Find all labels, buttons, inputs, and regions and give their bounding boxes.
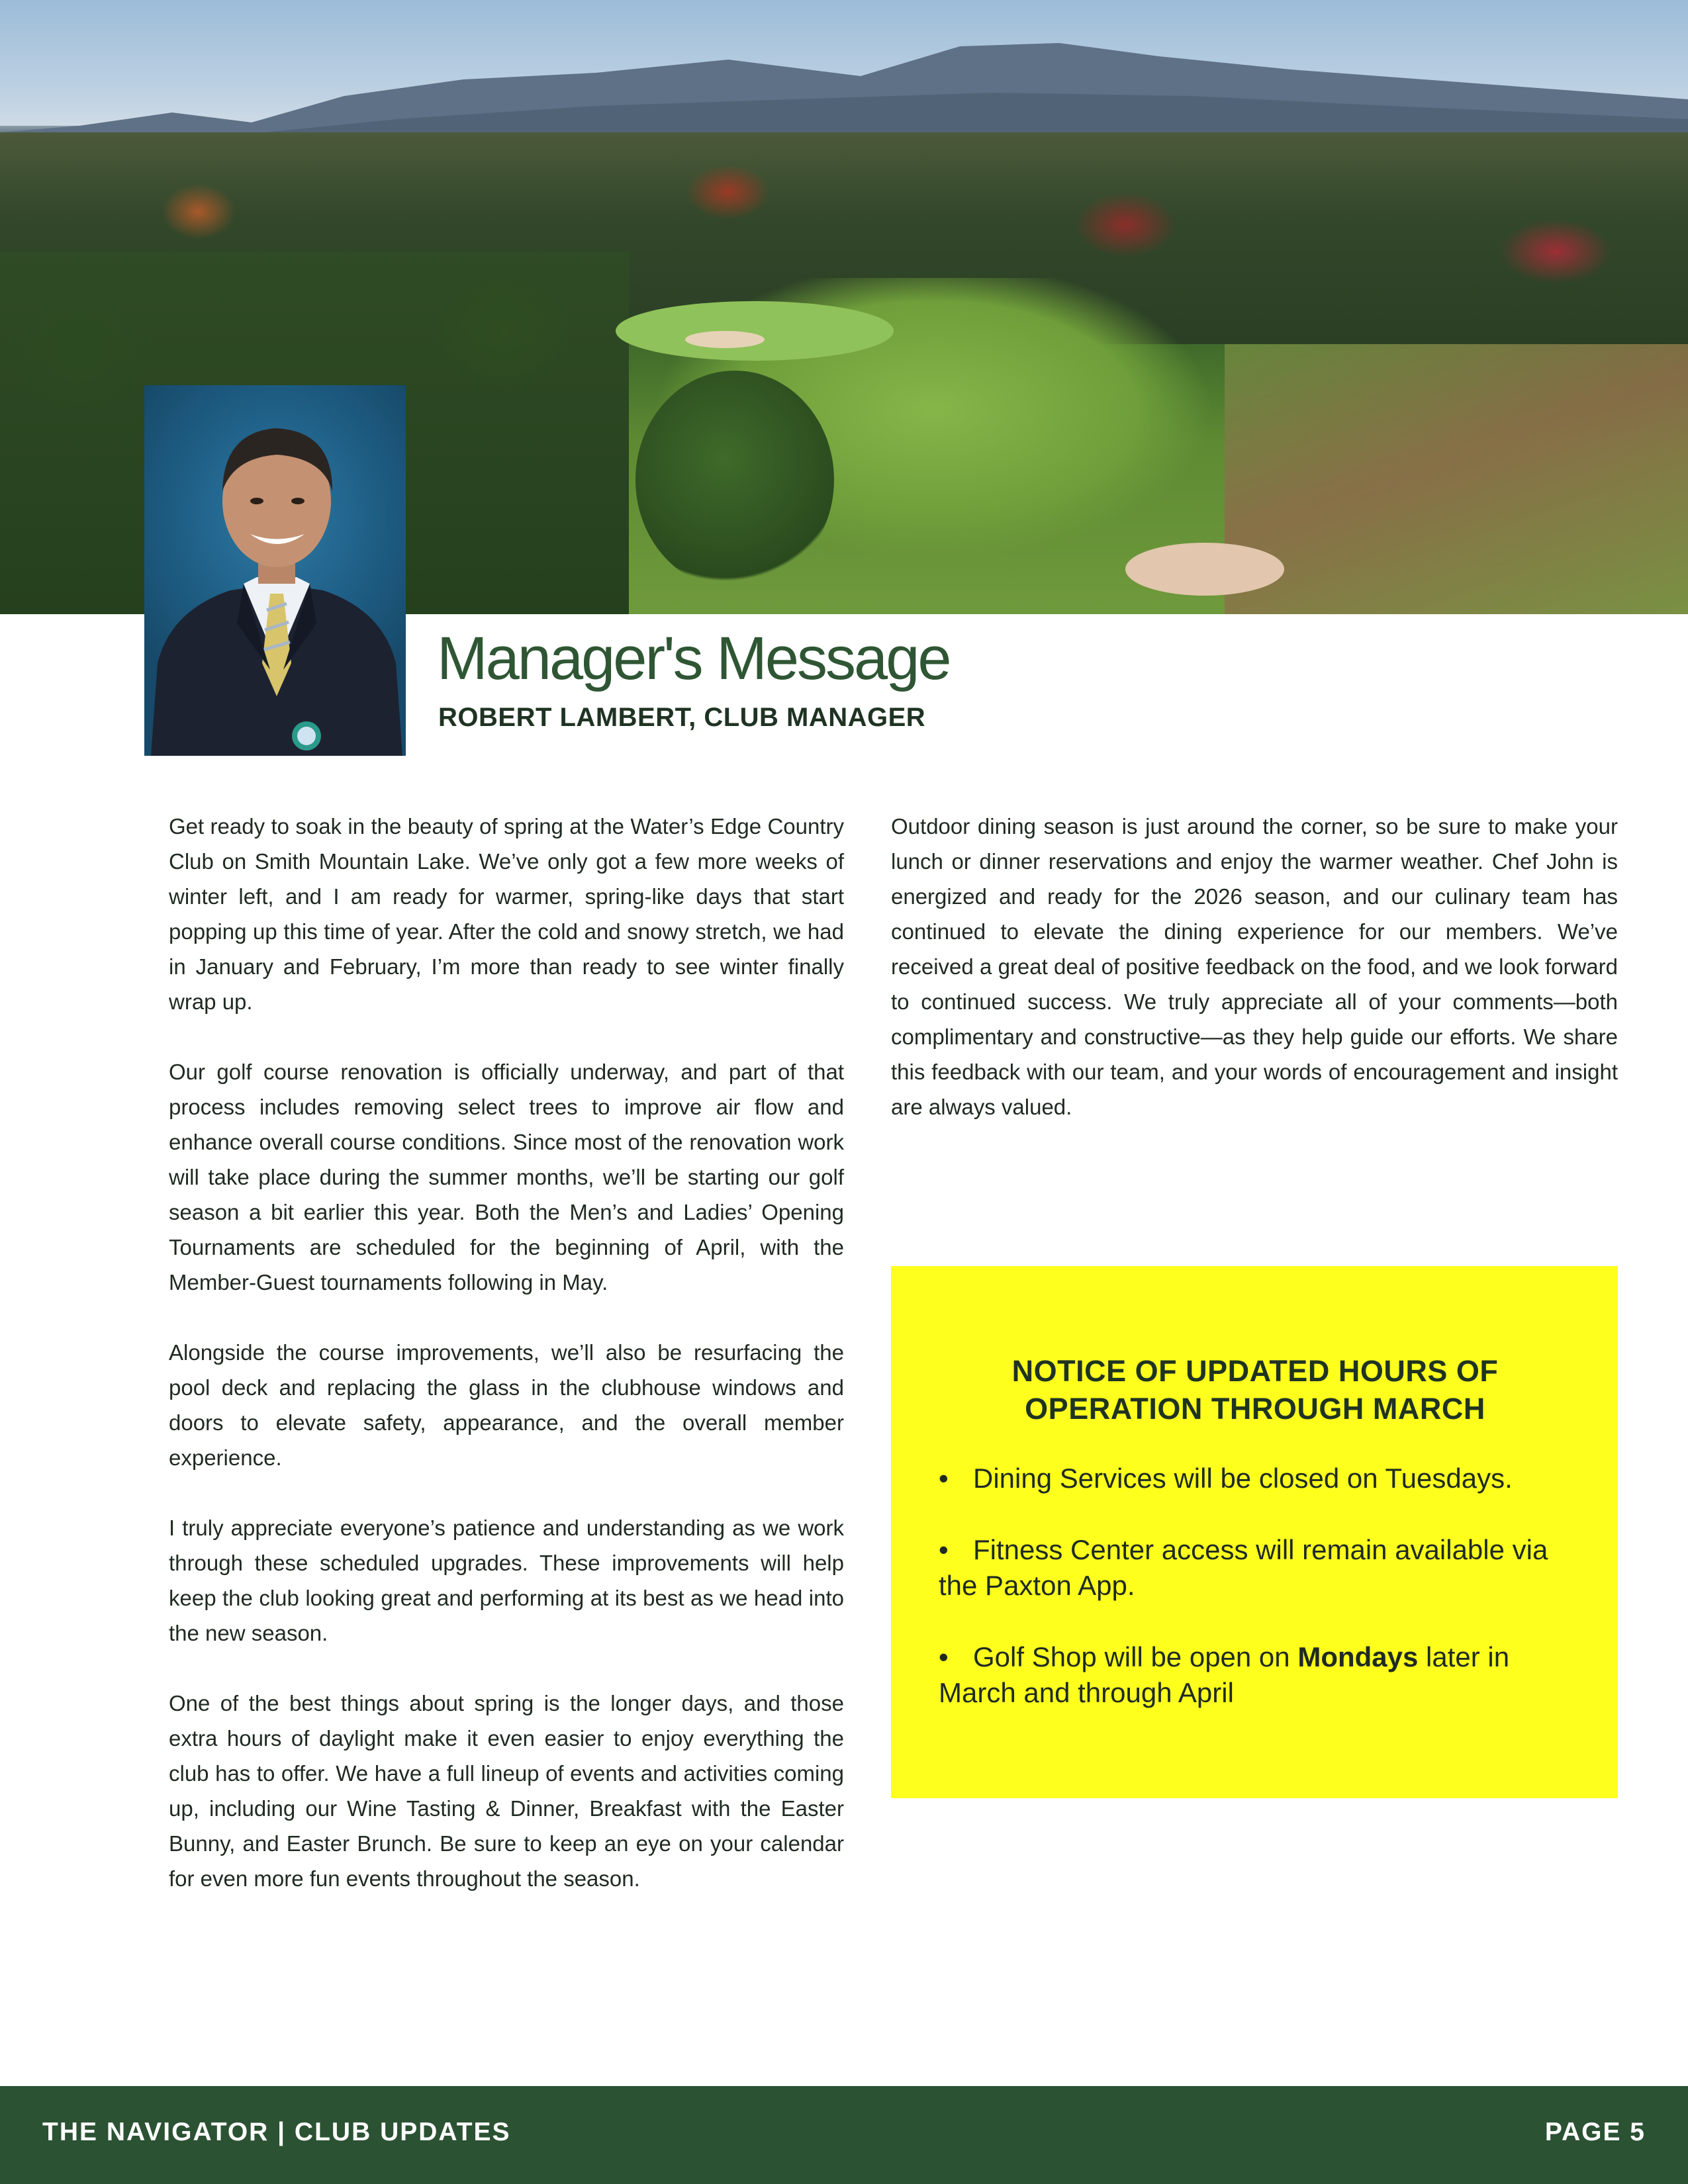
notice-item-text: Fitness Center access will remain available via the Paxton App. (939, 1534, 1548, 1601)
notice-title: NOTICE OF UPDATED HOURS OF OPERATION THROUGH MARCH (1011, 1354, 1499, 1426)
page-number: PAGE 5 (1544, 2118, 1646, 2146)
left-column (169, 809, 844, 1931)
bullet-icon: • (939, 1641, 949, 1672)
putting-green (616, 301, 894, 361)
byline: ROBERT LAMBERT, CLUB MANAGER (438, 703, 926, 732)
notice-item (939, 1461, 1571, 1496)
sand-bunker (1125, 543, 1284, 596)
notice-item-text: Golf Shop will be open on (973, 1641, 1298, 1672)
page-title: Manager's Message (437, 625, 950, 692)
bullet-icon: • (939, 1463, 949, 1494)
paragraph: Get ready to soak in the beauty of spring at the Water’s Edge Country Club on Smith Mountain Lake. We’ve only got a few more weeks of winter left, and I am ready for warmer, spring-like days that start popping up this time of year. After the cold and snowy stretch, we had in January and February, I’m more than ready to see winter finally wrap up. (169, 814, 844, 1014)
notice-item-bold: Mondays (1297, 1641, 1419, 1672)
center-tree (635, 371, 834, 589)
paragraph: I truly appreciate everyone’s patience and understanding as we work through these scheduled upgrades. These improvements will help keep the club looking great and performing at its best as we head into the new season. (169, 1516, 844, 1645)
right-column (891, 809, 1618, 1160)
paragraph: Our golf course renovation is officially underway, and part of that process includes removing select trees to improve air flow and enhance overall course conditions. Since most of the renovation work will take place during the summer months, we’ll be starting our golf season a bit earlier this year. Both the Men’s and Ladies’ Opening Tournaments are scheduled for the beginning of April, with the Member-Guest tournaments following in May. (169, 1060, 844, 1295)
notice-item-text: Dining Services will be closed on Tuesdays. (973, 1463, 1513, 1494)
paragraph: Alongside the course improvements, we’ll also be resurfacing the pool deck and replacing the glass in the clubhouse windows and doors to elevate safety, appearance, and the overall member experience. (169, 1340, 844, 1470)
notice-item (939, 1532, 1571, 1604)
paragraph: Outdoor dining season is just around the corner, so be sure to make your lunch or dinner reservations and enjoy the warmer weather. Chef John is energized and ready for the 2026 season, and our culinary team has continued to elevate the dining experience for our members. We’ve received a great deal of positive feedback on the food, and we look forward to continued success. We truly appreciate all of your comments—both complimentary and constructive—as they help guide our efforts. We share this feedback with our team, and your words of encouragement and insight are always valued. (891, 814, 1618, 1119)
paragraph: One of the best things about spring is the longer days, and those extra hours of daylight make it even easier to enjoy everything the club has to offer. We have a full lineup of events and activities coming up, including our Wine Tasting & Dinner, Breakfast with the Easter Bunny, and Easter Brunch. Be sure to keep an eye on your calendar for even more fun events throughout the season. (169, 1691, 844, 1891)
footer-section-label: THE NAVIGATOR | CLUB UPDATES (42, 2118, 511, 2146)
portrait-figure (144, 385, 406, 756)
manager-portrait (144, 385, 406, 756)
notice-box (891, 1266, 1618, 1798)
footer-bar (0, 2086, 1688, 2184)
notice-item (939, 1639, 1571, 1711)
bullet-icon: • (939, 1534, 949, 1565)
notice-list (939, 1461, 1571, 1711)
notice-item-text: later in March and through April (939, 1641, 1510, 1708)
sand-bunker (685, 331, 765, 348)
